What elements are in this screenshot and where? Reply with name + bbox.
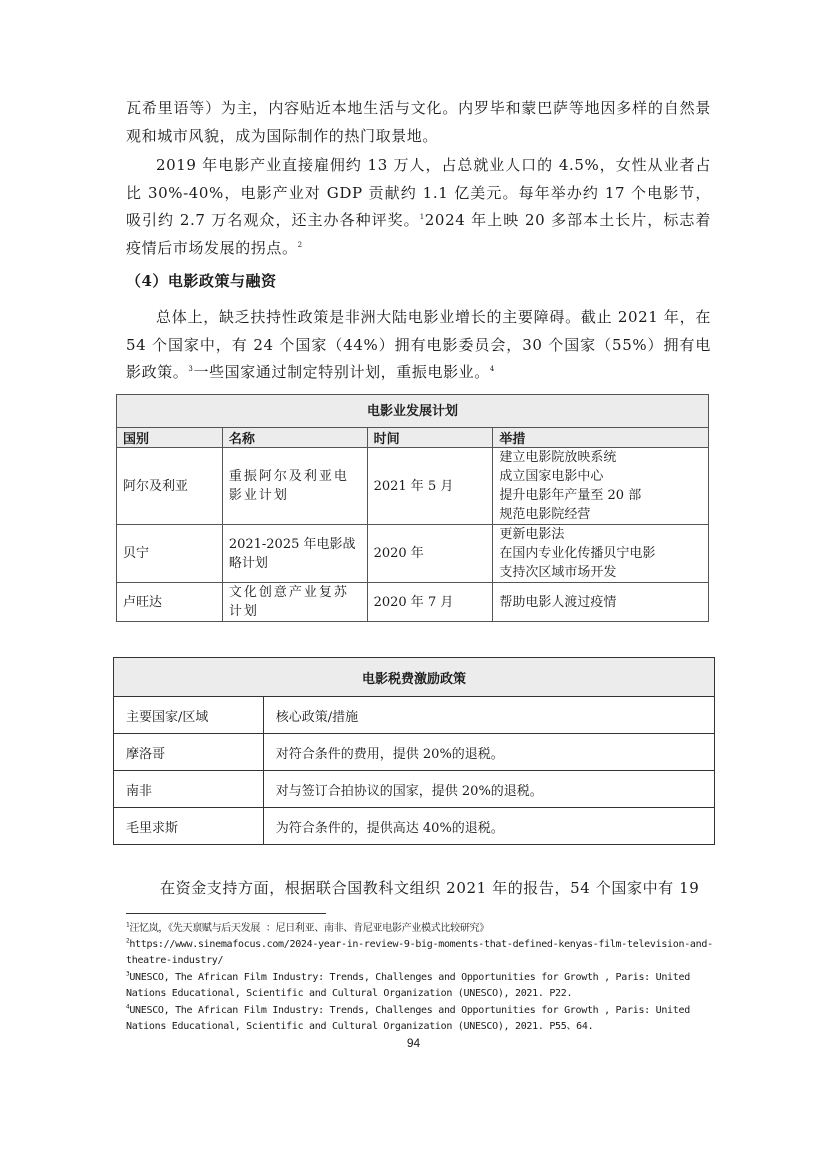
column-header: 时间 xyxy=(367,428,493,448)
paragraph-kenya-locations xyxy=(126,95,711,150)
footnote-text: UNESCO, The African Film Industry: Trends, Challenges and Opportunities for Growth , Paris: United Nations Educational, Scientific and Cultural Organization (UNESCO), 2021. P55、64. xyxy=(126,1005,690,1032)
film-tax-incentive-table xyxy=(113,657,715,845)
paragraph-funding: 在资金支持方面，根据联合国教科文组织 2021 年的报告，54 个国家中有 19 xyxy=(160,879,700,897)
paragraph-policy xyxy=(126,304,711,387)
footnote-text: UNESCO, The African Film Industry: Trends, Challenges and Opportunities for Growth , Paris: United Nations Educational, Scientific and Cultural Organization (UNESCO), 2021. P22. xyxy=(126,972,690,999)
cell-policy: 对符合条件的费用，提供 20%的退税。 xyxy=(263,734,714,771)
cell-country: 卢旺达 xyxy=(117,583,223,622)
table-caption: 电影业发展计划 xyxy=(117,395,709,428)
footnote-number: 2 xyxy=(126,937,130,945)
footnote xyxy=(126,921,716,937)
paragraph-employment xyxy=(126,152,711,262)
measure-item: 成立国家电影中心 xyxy=(499,469,604,484)
table-row xyxy=(114,771,715,808)
cell-country: 摩洛哥 xyxy=(114,734,264,771)
footnote-number: 3 xyxy=(126,970,130,978)
column-header: 名称 xyxy=(222,428,367,448)
footnote-divider xyxy=(126,913,326,914)
measure-item: 提升电影年产量至 20 部 xyxy=(499,488,642,503)
table-caption: 电影税费激励政策 xyxy=(114,658,715,697)
cell-country: 南非 xyxy=(114,771,264,808)
column-header: 核心政策/措施 xyxy=(263,697,714,734)
cell-measures xyxy=(493,583,709,622)
cell-policy: 对与签订合拍协议的国家，提供 20%的退税。 xyxy=(263,771,714,808)
cell-plan-name: 重振阿尔及利亚电影业计划 xyxy=(222,448,367,525)
cell-time: 2020 年 7 月 xyxy=(367,583,493,622)
cell-plan-name: 文化创意产业复苏计划 xyxy=(222,583,367,622)
cell-country: 毛里求斯 xyxy=(114,808,264,845)
cell-measures xyxy=(493,525,709,583)
footnote-ref[interactable]: 1 xyxy=(419,213,425,221)
table-row xyxy=(114,734,715,771)
paragraph-text: 总体上，缺乏扶持性政策是非洲大陆电影业增长的主要障碍。截止 2021 年，在 54 个国家中，有 24 个国家（44%）拥有电影委员会，30 个国家（55%）拥有电影政策。 xyxy=(126,308,711,381)
footnote xyxy=(126,937,716,969)
footnote-number: 1 xyxy=(126,921,130,929)
cell-country: 贝宁 xyxy=(117,525,223,583)
measure-item: 规范电影院经营 xyxy=(499,507,591,522)
film-development-plan-table xyxy=(116,394,709,622)
paragraph-text: 一些国家通过制定特别计划，重振电影业。 xyxy=(193,363,490,381)
column-header: 举措 xyxy=(493,428,709,448)
footnote-ref[interactable]: 2 xyxy=(297,240,303,249)
page-number: 94 xyxy=(406,1036,421,1050)
cell-time: 2021 年 5 月 xyxy=(367,448,493,525)
footnote-link[interactable]: https://www.sinemafocus.com/2024-year-in-review-9-big-moments-that-defined-kenyas-film-television-and-theatre-industry/ xyxy=(126,939,713,966)
table-row xyxy=(117,583,709,622)
measure-item: 建立电影院放映系统 xyxy=(499,450,617,465)
table-row xyxy=(117,525,709,583)
cell-country: 阿尔及利亚 xyxy=(117,448,223,525)
footnote-number: 4 xyxy=(126,1003,130,1011)
measure-item: 更新电影法 xyxy=(499,527,565,542)
paragraph-text: 瓦希里语等）为主，内容贴近本地生活与文化。内罗毕和蒙巴萨等地因多样的自然景观和城市风貌，成为国际制作的热门取景地。 xyxy=(126,99,711,145)
cell-plan-name: 2021-2025 年电影战略计划 xyxy=(222,525,367,583)
column-header: 主要国家/区域 xyxy=(114,697,264,734)
measure-item: 帮助电影人渡过疫情 xyxy=(499,594,617,610)
table-row xyxy=(117,448,709,525)
measure-item: 支持次区域市场开发 xyxy=(499,565,617,580)
footnote xyxy=(126,970,716,1002)
table-header-row xyxy=(114,697,715,734)
cell-time: 2020 年 xyxy=(367,525,493,583)
footnote-ref[interactable]: 3 xyxy=(188,365,194,373)
cell-policy: 为符合条件的，提供高达 40%的退税。 xyxy=(263,808,714,845)
footnote-ref[interactable]: 4 xyxy=(489,365,495,373)
paragraph-text: 2024 年上映 20 多部本土长片，标志着疫情后市场发展的拐点。 xyxy=(126,211,711,257)
table-row xyxy=(114,808,715,845)
footnote-text: 汪忆岚，《先天禀赋与后天发展 ：尼日利亚、南非、肯尼亚电影产业模式比较研究》 xyxy=(129,923,489,934)
column-header: 国别 xyxy=(117,428,223,448)
footnote xyxy=(126,1003,716,1035)
paragraph-text: 2019 年电影产业直接雇佣约 13 万人，占总就业人口的 4.5%，女性从业者占比 30%-40%，电影产业对 GDP 贡献约 1.1 亿美元。每年举办约 17 个电影节，吸引约 2.7 万名观众，还主办各种评奖。 xyxy=(126,156,711,229)
cell-measures xyxy=(493,448,709,525)
section-heading: （4）电影政策与融资 xyxy=(126,272,277,290)
measure-item: 在国内专业化传播贝宁电影 xyxy=(499,546,656,561)
